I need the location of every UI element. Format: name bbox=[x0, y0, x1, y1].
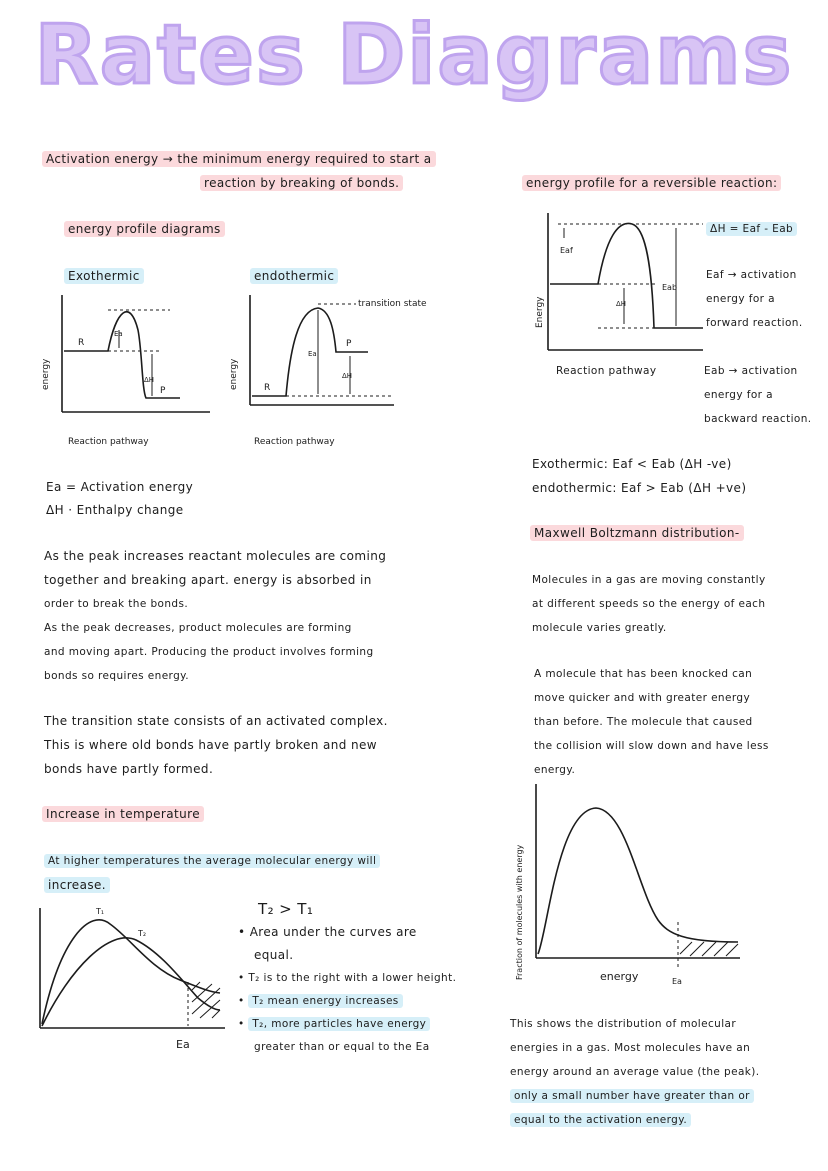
maxwell-para3-line bbox=[510, 1109, 691, 1132]
para1-line: and moving apart. Producing the product involves forming bbox=[44, 646, 374, 658]
rev-pathway-label: Reaction pathway bbox=[556, 365, 657, 377]
mb-y-axis-label: Fraction of molecules with energy bbox=[515, 844, 524, 980]
ea-definition: Ea = Activation energy bbox=[46, 480, 194, 494]
exothermic-label-text: Exothermic bbox=[64, 268, 144, 284]
temperature-bullet: • T₂, more particles have energy bbox=[238, 1013, 430, 1036]
exo-energy-axis-label: energy bbox=[41, 358, 51, 390]
endothermic-label bbox=[250, 265, 338, 288]
rev-dh-label: ΔH bbox=[616, 300, 627, 308]
maxwell-para2-line: A molecule that has been knocked can bbox=[534, 668, 753, 680]
maxwell-para3-line: energy around an average value (the peak). bbox=[510, 1066, 760, 1078]
activation-text-2: reaction by breaking of bonds. bbox=[200, 175, 403, 191]
maxwell-para1-line: at different speeds so the energy of each bbox=[532, 598, 766, 610]
maxwell-para1-line: Molecules in a gas are moving constantly bbox=[532, 574, 766, 586]
exo-ea-label: Ea bbox=[114, 330, 123, 338]
reversible-formula-text: ΔH = Eaf - Eab bbox=[706, 222, 797, 236]
temp-hatch bbox=[192, 982, 220, 1018]
maxwell-para2-line: energy. bbox=[534, 764, 576, 776]
para1-line: order to break the bonds. bbox=[44, 598, 189, 610]
exo-p-label: P bbox=[160, 386, 166, 396]
temperature-heading bbox=[42, 803, 204, 826]
activation-definition-line2 bbox=[200, 172, 403, 195]
temp-ea-label: Ea bbox=[176, 1038, 190, 1051]
t2-label: T₂ bbox=[138, 929, 147, 938]
maxwell-para2-line: the collision will slow down and have less bbox=[534, 740, 769, 752]
mb-x-axis-label: energy bbox=[600, 970, 639, 983]
temperature-bullet: • Area under the curves are bbox=[238, 925, 417, 939]
rev-eab-label: Eab bbox=[662, 283, 678, 292]
temperature-bullet-cont: equal. bbox=[254, 948, 294, 962]
maxwell-heading bbox=[530, 522, 744, 545]
maxwell-para3-text: only a small number have greater than or bbox=[510, 1089, 754, 1103]
temperature-heading-text: Increase in temperature bbox=[42, 806, 204, 822]
temperature-intro-text-2: increase. bbox=[44, 877, 110, 893]
eaf-def-line: Eaf → activation bbox=[706, 269, 797, 281]
rev-curve bbox=[550, 223, 703, 328]
dh-definition: ΔH · Enthalpy change bbox=[46, 503, 184, 517]
exothermic-diagram bbox=[30, 290, 210, 460]
reversible-heading bbox=[522, 172, 781, 195]
rev-energy-axis-label: Energy bbox=[535, 296, 545, 328]
temperature-bullet: • T₂ mean energy increases bbox=[238, 990, 403, 1013]
temperature-bullet-text: Area under the curves are bbox=[249, 925, 417, 939]
mb-hatch bbox=[680, 942, 738, 956]
temperature-graph bbox=[30, 898, 230, 1058]
temperature-bullet-text: T₂ is to the right with a lower height. bbox=[248, 972, 457, 984]
activation-definition-line1 bbox=[42, 148, 436, 171]
t1-label: T₁ bbox=[96, 907, 105, 916]
maxwell-para3-text: equal to the activation energy. bbox=[510, 1113, 691, 1127]
endothermic-comparison: endothermic: Eaf > Eab (ΔH +ve) bbox=[532, 481, 747, 495]
eab-def-line: energy for a bbox=[704, 389, 773, 401]
maxwell-para1-line: molecule varies greatly. bbox=[532, 622, 667, 634]
temperature-relation: T₂ > T₁ bbox=[258, 900, 314, 918]
temperature-intro-line1 bbox=[44, 850, 380, 873]
maxwell-para2-line: move quicker and with greater energy bbox=[534, 692, 751, 704]
exo-dh-label: ΔH bbox=[144, 376, 155, 384]
endo-energy-axis-label: energy bbox=[229, 358, 239, 390]
para1-line: bonds so requires energy. bbox=[44, 670, 190, 682]
endo-ea-label: Ea bbox=[308, 350, 317, 358]
para2-line: The transition state consists of an activated complex. bbox=[44, 714, 388, 728]
exothermic-label bbox=[64, 265, 144, 288]
exo-r-label: R bbox=[78, 338, 85, 348]
maxwell-para3-line: This shows the distribution of molecular bbox=[510, 1018, 737, 1030]
eaf-def-line: forward reaction. bbox=[706, 317, 803, 329]
exothermic-comparison: Exothermic: Eaf < Eab (ΔH -ve) bbox=[532, 457, 732, 471]
temperature-intro-line2 bbox=[44, 874, 110, 897]
temperature-bullet-text: T₂ mean energy increases bbox=[248, 994, 402, 1008]
maxwell-heading-text: Maxwell Boltzmann distribution- bbox=[530, 525, 744, 541]
maxwell-para2-line: than before. The molecule that caused bbox=[534, 716, 753, 728]
t1-curve bbox=[42, 920, 220, 1024]
temperature-intro-text-1: At higher temperatures the average molecular energy will bbox=[44, 854, 380, 868]
temperature-bullet-text: T₂, more particles have energy bbox=[248, 1017, 430, 1031]
maxwell-para3-line bbox=[510, 1085, 754, 1108]
endothermic-label-text: endothermic bbox=[250, 268, 338, 284]
para2-line: This is where old bonds have partly broken and new bbox=[44, 738, 378, 752]
maxwell-graph bbox=[508, 770, 748, 990]
para1-line: As the peak increases reactant molecules are coming bbox=[44, 549, 387, 563]
para1-line: together and breaking apart. energy is absorbed in bbox=[44, 573, 372, 587]
eab-def-line: backward reaction. bbox=[704, 413, 812, 425]
endo-p-label: P bbox=[346, 339, 352, 349]
maxwell-para3-line: energies in a gas. Most molecules have an bbox=[510, 1042, 751, 1054]
profiles-heading bbox=[64, 218, 225, 241]
eaf-def-line: energy for a bbox=[706, 293, 775, 305]
endo-r-label: R bbox=[264, 383, 271, 393]
exo-pathway-label: Reaction pathway bbox=[68, 437, 149, 447]
para2-line: bonds have partly formed. bbox=[44, 762, 214, 776]
temperature-bullet: • T₂ is to the right with a lower height. bbox=[238, 972, 457, 984]
mb-curve bbox=[538, 808, 738, 954]
reversible-heading-text: energy profile for a reversible reaction: bbox=[522, 175, 781, 191]
eab-def-line: Eab → activation bbox=[704, 365, 798, 377]
profiles-heading-text: energy profile diagrams bbox=[64, 221, 225, 237]
endo-transition-label: transition state bbox=[358, 299, 427, 309]
endo-dh-label: ΔH bbox=[342, 372, 353, 380]
mb-ea-label: Ea bbox=[672, 977, 682, 986]
endo-pathway-label: Reaction pathway bbox=[254, 437, 335, 447]
rev-eaf-label: Eaf bbox=[560, 246, 573, 255]
activation-text-1: Activation energy → the minimum energy required to start a bbox=[42, 151, 436, 167]
page-title: Rates Diagrams bbox=[34, 8, 794, 103]
reversible-formula bbox=[706, 218, 797, 241]
para1-line: As the peak decreases, product molecules are forming bbox=[44, 622, 352, 634]
reversible-diagram bbox=[528, 208, 708, 358]
temperature-bullet-cont: greater than or equal to the Ea bbox=[254, 1041, 430, 1053]
endothermic-diagram bbox=[218, 290, 468, 460]
